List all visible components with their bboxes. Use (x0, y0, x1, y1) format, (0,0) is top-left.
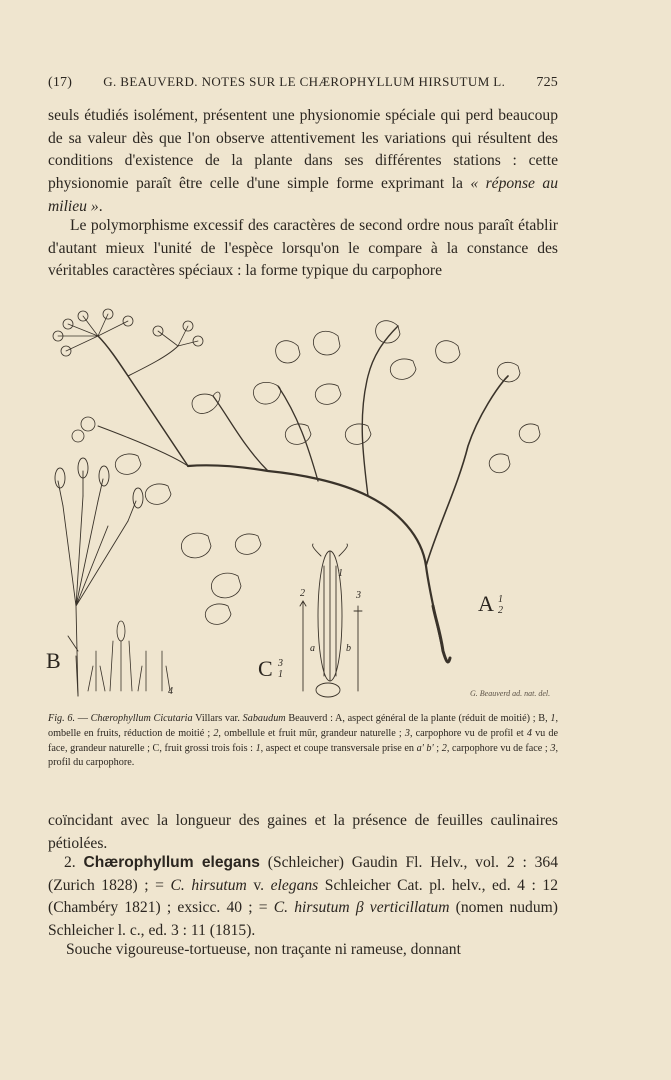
caption-num-5: 1 (255, 742, 261, 754)
paragraph-1-text: seuls étudiés isolément, présentent une physionomie spéciale qui perd beaucoup de sa valeur dès que l'on observe attentivement les variations qui résultent des conditions d'existence de la plante dans ses différentes stations : cette physionomie paraît être celle d'une simple forme exprimant la (48, 107, 558, 193)
figure-label-b-lower: b (346, 643, 351, 654)
caption-text-4: , ombellule et fruit mûr, grandeur naturelle ; (218, 727, 405, 739)
illustrator-signature: G. Beauverd ad. nat. del. (470, 689, 551, 698)
caption-dash: — (75, 713, 91, 724)
figure-label-c-scale-den: 1 (278, 669, 283, 680)
paragraph-5-text: Souche vigoureuse-tortueuse, non traçante ni rameuse, donnant (66, 941, 461, 958)
caption-num-4: 4 (526, 727, 532, 739)
page-number: 725 (536, 75, 558, 90)
figure-label-a-scale-num: 1 (498, 594, 503, 605)
figure-label-a-lower: a (310, 643, 315, 654)
figure-label-1: 1 (338, 568, 343, 579)
synonymy-italic-3: C. hirsutum β verticillatum (273, 899, 450, 917)
caption-num-2: 2 (213, 727, 219, 739)
paragraph-2-text: Le polymorphisme excessif des caractères de second ordre nous paraît établir d'autant mieux l'unité de l'espèce lorsqu'on le compare à la constance des véritables caractères spéciaux : la forme typique du carpophore (48, 217, 558, 280)
caption-text-10: , profil du carpophore. (48, 742, 558, 769)
botanical-illustration (38, 306, 573, 701)
caption-text-8: ; (433, 742, 442, 754)
paragraph-2 (48, 215, 558, 283)
synonymy-text-1: (Schleicher) Gaudin Fl. Helv., vol. 2 : 364 (Zurich 1828) ; = (48, 854, 559, 894)
caption-text-6: vu de face, grandeur naturelle ; C, fruit grossi trois fois : (48, 727, 559, 754)
synonymy-text-3: Schleicher Cat. pl. helv., ed. 4 : 12 (Chambéry 1821) ; exsicc. 40 ; = (48, 876, 559, 917)
header-title: G. BEAUVERD. NOTES SUR LE CHÆROPHYLLUM HIRSUTUM L. (103, 74, 506, 89)
caption-text-5: , carpophore vu de profil et (409, 727, 527, 739)
figure-label-a-scale-den: 2 (498, 605, 503, 616)
caption-variety: Sabaudum (242, 713, 286, 724)
caption-text-2: Beauverd : A, aspect général de la plante (réduit de moitié) ; B, (285, 713, 551, 724)
figure-label-2: 2 (300, 588, 305, 599)
species-number: 2. (64, 854, 76, 871)
caption-num-6: 2 (441, 742, 447, 754)
caption-text-1: Villars var. (192, 713, 243, 724)
plant-a-branch (426, 376, 508, 566)
caption-num-1: 1 (550, 713, 556, 724)
caption-text-7: , aspect et coupe transversale prise en (260, 742, 417, 754)
caption-num-7: 3 (550, 742, 556, 754)
plant-a-stem (188, 465, 443, 651)
paragraph-3-text: coïncidant avec la longueur des gaines et la présence de feuilles caulinaires pétiolées. (48, 812, 558, 852)
figure-label-c: C (258, 656, 273, 681)
caption-ab: a' b' (416, 742, 434, 754)
species-name: Chærophyllum elegans (83, 854, 260, 871)
caption-text-3: , ombelle en fruits, réduction de moitié ; (48, 713, 558, 739)
figure-label-a: A (478, 591, 494, 616)
small-fruit-drawings (88, 621, 170, 691)
caption-num-3: 3 (404, 727, 410, 739)
caption-text-9: , carpophore vu de face ; (446, 742, 551, 754)
paragraph-4 (48, 852, 558, 943)
paragraph-1-italic: « réponse au milieu » (48, 175, 558, 215)
figure-caption (48, 712, 558, 771)
figure-label-c-scale-num: 3 (278, 658, 283, 669)
paragraph-1-end: . (98, 197, 103, 215)
fruit-c-enlarged (300, 544, 362, 697)
figure-label-3: 3 (356, 590, 361, 601)
figure-label-b: B (46, 648, 61, 673)
paragraph-5 (48, 939, 558, 962)
running-header (48, 74, 558, 91)
header-section-number: (17) (48, 75, 73, 90)
synonymy-text-4: (nomen nudum) Schleicher l. c., ed. 3 : 11 (1815). (48, 899, 558, 940)
paragraph-1 (48, 105, 558, 219)
caption-fig-number: Fig. 6. (48, 713, 76, 724)
synonymy-text-2: v. (246, 876, 271, 894)
synonymy-italic-1: C. hirsutum (170, 876, 247, 894)
plant-a-root (433, 606, 450, 662)
synonymy-italic-2: elegans (270, 876, 319, 894)
figure-label-4: 4 (168, 686, 173, 697)
caption-species: Chærophyllum Cicutaria (90, 713, 193, 724)
paragraph-3 (48, 810, 558, 855)
plant-leaves (115, 321, 540, 625)
